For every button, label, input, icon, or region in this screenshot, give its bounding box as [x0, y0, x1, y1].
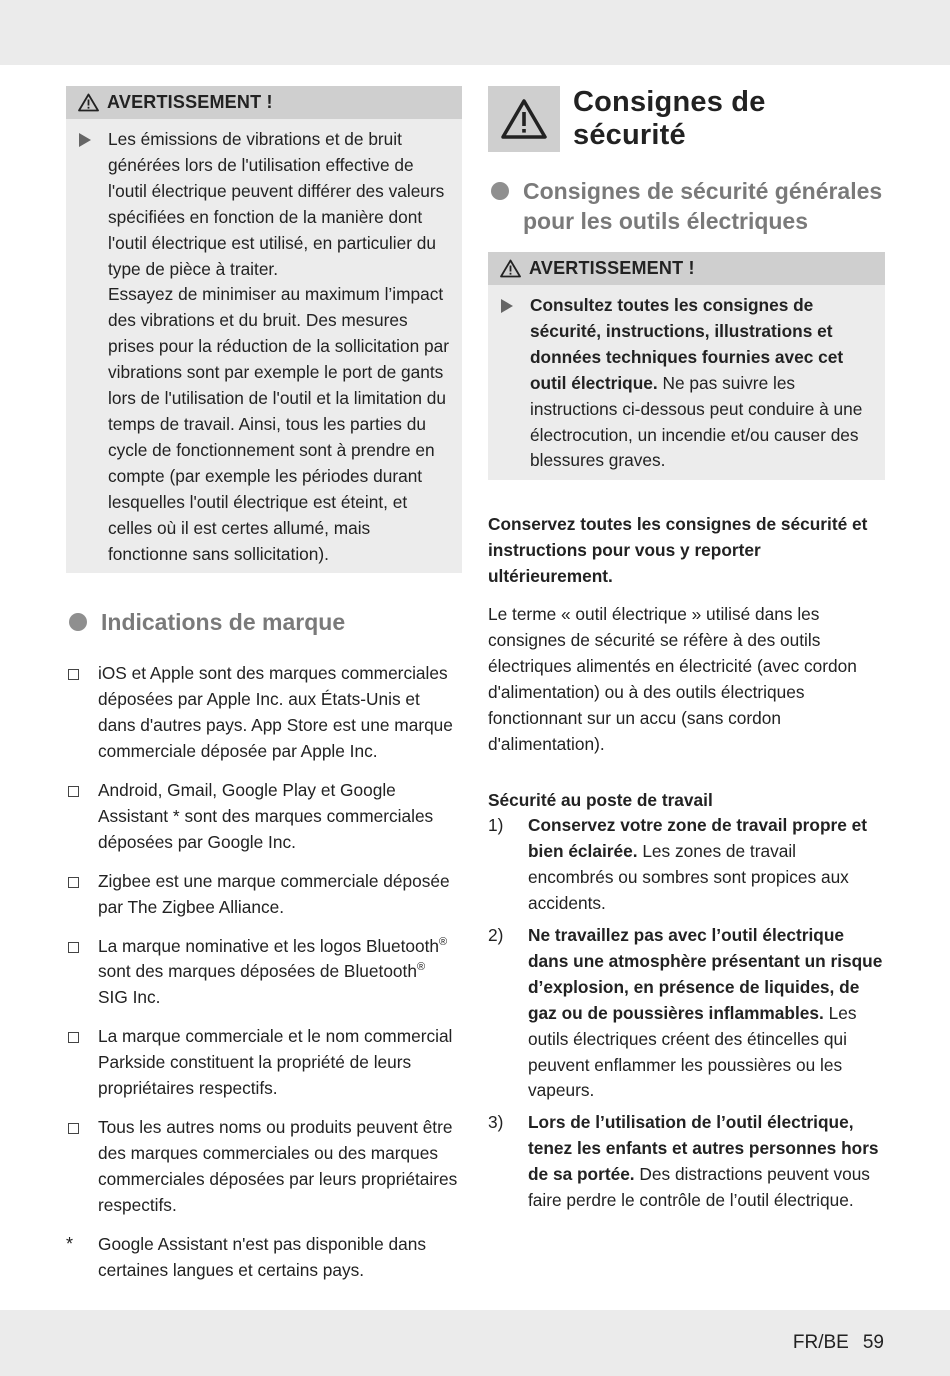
checkbox-square-icon	[68, 786, 79, 797]
top-band	[0, 0, 950, 65]
warning-header	[66, 86, 462, 119]
warning-paragraph: Essayez de minimiser au maximum l’impact des vibrations et du bruit. Des mesures prises pour la réduction de la sollicitation par vibrations sont par exemple le port de gants lors de l'utilisation de l'outil et la limitation du temps de travail. Ainsi, tous les parties du cycle de fonctionnement sont à prendre en compte (par exemple les périodes durant lesquelles l'outil électrique est éteint, et celles où il est certes allumé, mais fonctionne sans sollicitation).	[108, 284, 450, 564]
right-column	[488, 86, 885, 1220]
workplace-list	[488, 813, 885, 1214]
page-title: Consignes de sécurité	[573, 86, 766, 151]
numbered-item: 1) Conservez votre zone de travail propre et bien éclairée. Les zones de travail encombrés ou sombres sont propices aux accidents.	[488, 815, 868, 914]
warning-paragraph: Les émissions de vibrations et de bruit générées lors de l'utilisation effective de l'outil électrique peuvent différer des valeurs spécifiées en fonction de la manière dont l'outil électrique est utilisé, en particulier du type de pièce à traiter.	[108, 129, 445, 279]
general-safety-heading: Consignes de sécurité générales pour les outils électriques	[488, 176, 885, 236]
left-column	[66, 86, 462, 1296]
checkbox-square-icon	[68, 877, 79, 888]
arrow-right-icon	[78, 133, 92, 147]
warning-header	[488, 252, 885, 285]
warning-triangle-icon	[78, 93, 99, 112]
page-number: 59	[862, 1332, 884, 1353]
numbered-item: 3) Lors de l’utilisation de l’outil électrique, tenez les enfants et autres personnes hors de sa portée. Des distractions peuvent vous faire perdre le contrôle de l’outil électrique.	[488, 1112, 879, 1211]
warning-body: Consultez toutes les consignes de sécurité, instructions, illustrations et données techniques fournies avec cet outil électrique. Ne pas suivre les instructions ci-dessous peut conduire à une électrocution, un incendie et/ou causer des blessures graves.	[488, 285, 885, 480]
list-item: La marque nominative et les logos Bluetooth® sont des marques déposées de Bluetooth® SIG Inc.	[66, 934, 462, 1012]
keep-instructions: Conservez toutes les consignes de sécurité et instructions pour vous y reporter ultérieurement.	[488, 514, 868, 587]
warning-triangle-icon	[500, 98, 548, 140]
warning-title: AVERTISSEMENT !	[107, 92, 273, 112]
list-item: La marque commerciale et le nom commercial Parkside constituent la propriété de leurs propriétaires respectifs.	[66, 1024, 462, 1102]
term-definition: Le terme « outil électrique » utilisé dans les consignes de sécurité se réfère à des outils électriques alimentés en électricité (avec cordon d'alimentation) ou à des outils électriques fonctionnant sur un accu (sans cordon d'alimentation).	[488, 604, 857, 754]
checkbox-square-icon	[68, 942, 79, 953]
warning-title: AVERTISSEMENT !	[529, 258, 695, 278]
list-item: Zigbee est une marque commerciale déposée par The Zigbee Alliance.	[66, 869, 462, 921]
language-code: FR/BE	[792, 1332, 849, 1353]
warning-triangle-icon	[500, 259, 521, 278]
arrow-right-icon	[500, 299, 514, 313]
page-footer	[779, 1332, 884, 1354]
footnote-item: * Google Assistant n'est pas disponible dans certaines langues et certains pays.	[66, 1233, 427, 1280]
list-item: iOS et Apple sont des marques commerciales déposées par Apple Inc. aux États-Unis et dans d'autres pays. App Store est une marque commerciale déposée par Apple Inc.	[66, 661, 462, 765]
warning-body	[66, 119, 462, 573]
general-warning-box	[488, 252, 885, 480]
trademark-heading: Indications de marque	[66, 607, 462, 637]
bullet-dot-icon	[491, 182, 509, 200]
list-item: Android, Gmail, Google Play et Google Assistant * sont des marques commerciales déposées par Google Inc.	[66, 778, 462, 856]
title-icon-box	[488, 86, 560, 152]
checkbox-square-icon	[68, 1032, 79, 1043]
checkbox-square-icon	[68, 669, 79, 680]
section-title	[488, 86, 885, 152]
bullet-dot-icon	[69, 613, 87, 631]
vibration-warning-box	[66, 86, 462, 573]
checkbox-square-icon	[68, 1123, 79, 1134]
list-item: Tous les autres noms ou produits peuvent être des marques commerciales ou des marques commerciales déposées par leurs propriétaires respectifs.	[66, 1115, 462, 1219]
trademark-list	[66, 661, 462, 1283]
footnote-mark: *	[66, 1233, 74, 1254]
numbered-item: 2) Ne travaillez pas avec l’outil électrique dans une atmosphère présentant un risque d’explosion, en présence de liquides, de gaz ou de poussières inflammables. Les outils électriques créent des étincelles qui peuvent enflammer les poussières ou les vapeurs.	[488, 925, 883, 1101]
workplace-heading: Sécurité au poste de travail	[488, 789, 713, 810]
